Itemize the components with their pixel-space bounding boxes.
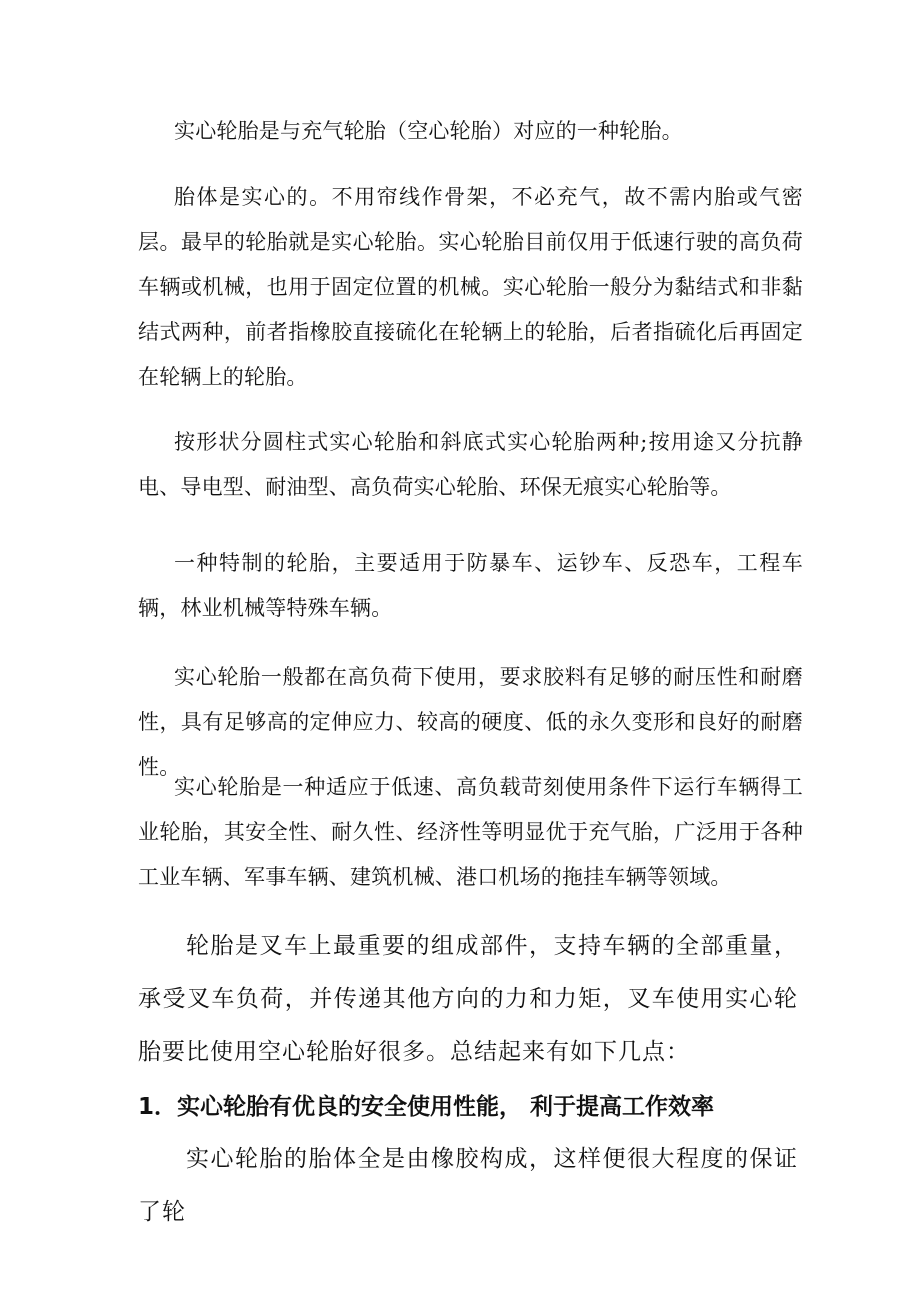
section-heading: 1．实心轮胎有优良的安全使用性能， 利于提高工作效率 [138, 1094, 715, 1120]
paragraph-forklift: 轮胎是叉车上最重要的组成部件，支持车辆的全部重量，承受叉车负荷，并传递其他方向的力和力矩，叉车使用实心轮胎要比使用空心轮胎好很多。总结起来有如下几点： [138, 933, 798, 1065]
paragraph-body-structure: 胎体是实心的。不用帘线作骨架，不必充气，故不需内胎或气密层。最早的轮胎就是实心轮胎。实心轮胎目前仅用于低速行驶的高负荷车辆或机械，也用于固定位置的机械。实心轮胎一般分为黏结式和非黏结式两种，前者指橡胶直接硫化在轮辆上的轮胎，后者指硫化后再固定在轮辆上的轮胎。 [138, 185, 803, 389]
paragraph-high-load: 实心轮胎一般都在高负荷下使用，要求胶料有足够的耐压性和耐磨性，具有足够高的定伸应力、较高的硬度、低的永久变形和良好的耐磨性。 [138, 665, 803, 779]
paragraph-industrial: 实心轮胎是一种适应于低速、高负载苛刻使用条件下运行车辆得工业轮胎，其安全性、耐久性、经济性等明显优于充气胎，广泛用于各种工业车辆、军事车辆、建筑机械、港口机场的拖挂车辆等领域。 [138, 775, 803, 889]
paragraph-shape-types: 按形状分圆柱式实心轮胎和斜底式实心轮胎两种;按用途又分抗静电、导电型、耐油型、高负荷实心轮胎、环保无痕实心轮胎等。 [138, 430, 803, 499]
paragraph-intro: 实心轮胎是与充气轮胎（空心轮胎）对应的一种轮胎。 [174, 119, 683, 143]
paragraph-special-use: 一种特制的轮胎，主要适用于防暴车、运钞车、反恐车，工程车辆，林业机械等特殊车辆。 [138, 551, 803, 620]
paragraph-section-body: 实心轮胎的胎体全是由橡胶构成，这样便很大程度的保证了轮 [138, 1146, 798, 1225]
